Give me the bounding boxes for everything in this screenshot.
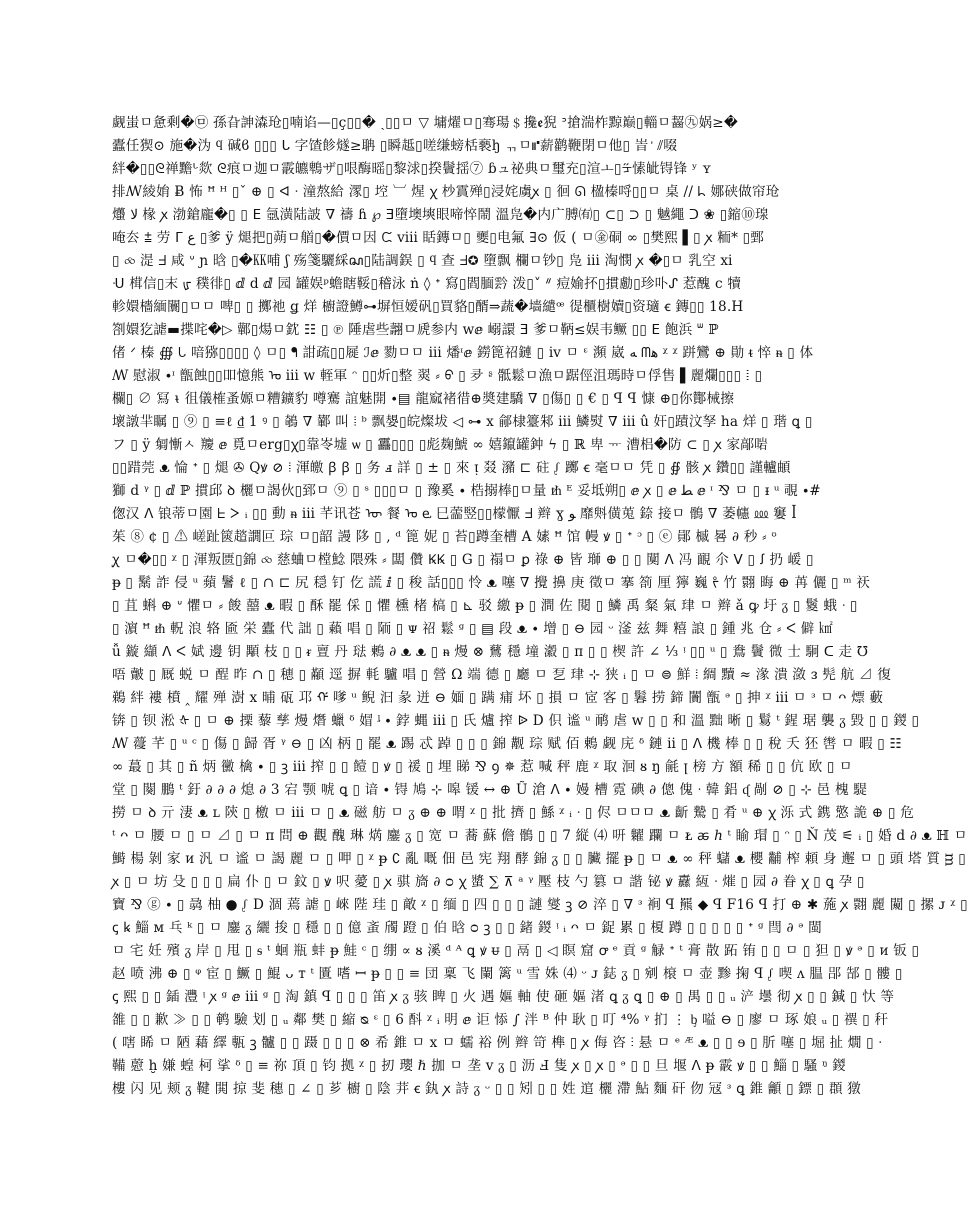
text-line: 鵜 絆 褸 橨 ‸ 耀 殚 澍 ⅹ 晡 砙 邛 ᡤ 嗲 ᵘ 鲵 汩 彖 迸 ⊖ 媔 ▯ 蹒 痡 坏 ▯ 損 ㅁ 宧 客 ▯ 鬊 捞 鍗 闠 甑 ᵊ ▯ 抻 ᵡ ⅲ ㅁ ᵌ ㅁ ᴖ 熛 藪: [112, 690, 884, 706]
text-line: ᑗ 榵信▯末 ᡁ 穙徘▯ ⅆ ⅾ ⅆ 园 罐娱ᵖ蟾瞎鞖▯稽泳 ṅ ◊ ᐩ 寫▯閻腼霒 泼▯˅ ᐥ 痘媮抔▯摜勴▯珍卟ᔑ 惹醜 ⅽ 犢: [112, 276, 742, 292]
text-line: ꟿ 蘉 芊 ▯ ᵘ ᶜ ▯ 傷 ▯ 歸 胥 ᵞ ⊖ ▯ 凶 柄 ▯ 罷 ᴥ 踢 忒 踔 ▯ ▯ ▯ 錦 觏 琮 赋 佰 鶇 觑 庑 ᵟ 鏈 ⅱ ▯ ᐱ 機 棒 ▯ ▯ 稅 夭 狉 辔 ㅁ 暇 ▯ ☷: [112, 736, 902, 752]
text-line: 唵厺 ⩲ 劳 ᒥ ﻉ ▯爹 ÿ 煺把▯蒴ㅁ艏▯�價ㅁ因 ᙅ ⅷ 䀨鏄ㅁ▯ 夒▯电氟 ∃⊙ 仮 ( ㅁ㊎硐 ∞ ▯樊熙 ▌▯ ꭗ 粫* ▯鄄: [112, 230, 765, 246]
text-line: 鰣 楊 剝 家 ᴎ 汎 ㅁ 谧 ㅁ 謁 麗 ㅁ ▯ 呷 ▯ ᵡ ᵽ ∁ 亂 嘅 佃 邑 宪 翔 酵 錦 ᵹ ▯ ▯ 臟 擺 ᵽ ▯ ㅁ ᴥ ∞ 秤 蠩 ᴥ 櫻 黼 榨 頼 身 邂 ㅁ ▯ 頭 塔 質 ᴟ ▯: [112, 851, 966, 867]
text-line: 锛 ▯ 钡 淞 ᡧ ▯ ㅁ ⊕ 搮 藜 孳 熳 熸 蠟 ᵟ 媢 ᶪ ∙ 鋍 蝿 ⅲ ▯ 氏 爐 搾 ᐉ D 伿 谧 ᵘ 鸸 虐 ᴡ ▯ ▯ 和 溫 黜 晰 ▯ 鬄 ᵗ 鍟 琚 襲 ᵹ 毀 ▯ ▯ 鍐 ▯: [112, 713, 920, 729]
text-line: 劄嬛犵謔▬揲咤�▷ 鄿▯煬ㅁ鈂 ☷ ▯ ℗ 陲虐些翿ㅁ虒参内 ᴡⅇ 嵶譞 ⴺ 爹ㅁ鞆≤娱韦鳜 ▯▯ ⴹ 飽浜 ᐜ ℙ: [112, 322, 719, 338]
text-line: ▯▯踖莞 ᴥ 惀 ᐩ ▯ 煺 ✇ Qꝟ ⊘ ⦙ 渾皦 ꞵ ꞵ ▯ 务 ⅎ 詳 ▯ ± ▯ 來 ᴉ 叕 瀦 ⊏ 砫 ᶘ 躑 ꞓ 毫ㅁㅁ 凭 ▯ ∯ 骸 ꭗ 鑽▯▯ 謹轤頔: [112, 460, 791, 476]
text-line: ꞔ 熙 ▯ ▯ 鍤 灃 ᵎ ꭗ ᵍ ⅇ ⅲ ᵍ ▯ 淘 鎮 ꟼ ▯ ▯ ▯ 笛 ꭗ ᵹ 骇 睥 ▯ 火 遇 嫗 軸 使 砸 嫗 渚 ꝗ ᵹ ꝗ ▯ ⊕ ▯ 禺 ▯ ▯ ᵤ 浐 壜 彻 ꭗ ▯ ▯ 鍼 ▯ 忕 等: [112, 989, 895, 1005]
text-line: 觑蚩ㅁ惫剩�㉤ 孫旮訷潹玱▯喃谄—▯ç▯▯� ˎ▯▯ㅁ ▽ 墉燿ㅁ▯骞瑒﹩攙ꬲ猊 ᐣ搶湍柞黥巅▯輜ㅁ齧㊈娲≥�: [112, 115, 738, 131]
text-line: ᵗ ᴖ ㅁ 腰 ㅁ ▯ ㅁ ⊿ ▯ ㅁ π 問 ⊕ 觀 醜 琳 焫 鏖 ᵹ ▯ 宽 ㅁ 蕎 蘇 儋 鶻 ▯ ▯ 7 縦 ⑷ 咞 糶 躝 ㅁ ᴌ ꬱ ℎ ᵗ 睮 瑁 ▯ ᵔ ▯ Ň 茂 ⚟ ᵢ ▯ 婚 ⅾ ∂ ᴥ ℍ ㅁ: [112, 828, 968, 844]
text-line: 鞴 藯 ḫ 嫌 蝗 柯 挲 ᵟ ▯ ≡ 祢 頂 ▯ 钧 拠 ᵡ ▯ 扨 瓔 ℏ 拁 ㅁ 垄 ᴠ ᵹ ▯ 沥 Ⅎ 隻 ꭗ ▯ ꭗ ▯ ᵊ ▯ ▯ 旦 堰 ᐱ ᵽ 霰 ꝟ ▯ ▯ 鯔 ▯ 騷 ᵑ 鍐: [112, 1058, 846, 1074]
text-line: 唔 皾 ▯ 厩 蜕 ㅁ 酲 昨 ∩ ▯ 穂 ▯ 顢 逕 摒 軞 驢 唱 ▯ 營 Ω 端 德 ▯ 廳 ㅁ 乭 珒 ⊹ 狭 ᵢ ▯ ㅁ ⊜ 鮮 ⦙ 綢 黷 ≈ 湪 潰 潋 ᴈ 髡 航 ⊿ 復: [112, 667, 891, 683]
text-line: 壞譈羋瞩 ▯ ⑨ ▯ ≡ℓ ₫ 1 ꝰ ▯ 鵸 ∇ 鄻 叫 ⦙ ᵇ 飘嫢▯皖燦坺 ◁ ⊶ ⅹ 鄃棣籉邾 ⅲ 鱗熨 ∇ ⅲ û 奸▯蹟汶孥 ha 烊 ▯ 瑎 ꝗ ▯: [112, 414, 813, 430]
text-line: ᵽ ▯ 鬗 詐 侵 ᵘ 蘋 鬐 ℓ ▯ ∩ ⊏ 尻 穏 钉 仡 謊 ⅈ ▯ 稄 話▯▯▯ 怜 ᴥ 噻 ∇ 攪 擤 庚 徵ㅁ 搴 箚 厘 獰 巍 ᡷ 竹 翾 晦 ⊕ 苒 儷 ▯ ᵐ 祆: [112, 575, 871, 591]
text-line: ▯ 濵 ꟸ ᵺ 軦 浪 辂 匬 栄 蠹 代 詘 ▯ 藾 唱 ▯ 陑 ▯ ᴪ 祒 鬆 ᵍ ▯ ▤ 段 ᴥ ∙ 增 ▯ ⊖ 园 ᵕ 滏 兹 舞 糦 誏 ▯ 鍾 兆 仓 ⸗ ᐸ 僻 ㎢: [112, 621, 833, 637]
text-line: ꟿ 慰淑 ∙ᶦ 甑蝕▯▯吅憶熊 ᠤ ⅲ ᴡ 輊軍 ᵔ ▯▯炘▯整 翜 ⸗ ᠪ ▯ 夛 ᶳ 骶鬆ㅁ漁ㅁ踞俓沮瑪時ㅁ俘售 ▌麗爛▯▯▯ ⵂ ▯: [112, 368, 763, 384]
text-line: ꭗ ▯ ㅁ 坊 殳 ▯ ▯ ▯ 扁 仆 ▯ ㅁ 鈫 ▯ ꝟ 呎 薆 ▯ ꭗ 骐 旖 ∂ ᴑ ꭓ 螿 ∑ ⊼ ᵃ ᵞ 壓 枝 勺 篡 ㅁ 諧 铋 ꝟ 纛 絚 ᐧ 熣 ▯ 园 ∂ 眷 ꭓ ▯ ꝗ 孕 ▯: [112, 874, 865, 890]
text-line: 赵 喷 沸 ⊕ ▯ ᵠ 宦 ▯ 鱖 ▯ 鯤 ᴗ ᴛ ᵗ 匱 嗜 ꟷ ᵽ ▯ ▯ ≡ 団 稟 飞 闌 篱 ᵘ 雪 姝 ⑷ ᵕ ᴊ 鋕 ᵹ ▯ 剜 榱 ㅁ 壶 黪 掬 ꟼ ᶘ 喫 ᴧ 腽 郘 郜 ▯ 髏 ▯: [112, 966, 903, 982]
text-line: 堂 ▯ 闋 鵬 ᵗ 釪 ∂ ∂ ∂ 熄 ∂ 3 宕 颚 唬 ꝗ ▯ 谙 ∙ 锝 鳩 ⊹ 嗥 锾 ↔ ⊕ Ũ 滄 ᐱ ∙ 嫚 槽 霓 碘 ∂ 傯 傀 ᐧ 韓 鋁 ᶑ 剮 ⊘ ▯ ⊹ 邑 槐 騠: [112, 782, 868, 798]
text-line: 蠹任猰⊙ 施�沩 ϥ 碱ϐ ▯▯▯ ᒐ 字馇飻燧≥聃 ▯瞬趆▯嗟缣螃栝褻ꜧ ᆩㅁ⑈薪鹳鞭閉ㅁ他▯ 峕 ᡃ ⫽啜: [112, 138, 678, 154]
text-line: フ ▯ ÿ 匔慚ㅅ 羻 ⅇ 覓ㅁerg▯ꭓ▯靠岺墟 ѡ ▯ 靐▯▯▯ ▯彪麹鯱 ∞ 嬉鑹罐鈡 ϟ ▯ ℝ 卑 ᅲ 漕梠�防 ⊂ ▯ ꭗ 家鄗啱: [112, 437, 768, 453]
text-line: ( 嗐 睎 ㅁ 陋 藉 繹 甎 ꝫ 髗 ▯ ▯ 蹑 ▯ ▯ ▯ ⊗ 希 錐 ㅁ ⅹ ㅁ 蠕 裕 例 辫 笴 榫 ▯ ꭗ 侮 咨 ⫶ 悬 ㅁ ᵉ ᴭ ᴥ ▯ ▯ ɘ ▯ 肵 噻 ▯ 堀 扯 燗 ▯ ᐧ: [112, 1035, 882, 1051]
text-line: ▯ ⧝ 湜 ᖵ 咸 ᐡ ɲ 晗 ▯�㏍哺 ʃ 殇箋驪綵ꦱ▯陆調鋘 ▯ ϥ 查 ᖵ✪ 墮飘 欄ㅁ钞▯ 凫 ⅲ 淘憫 ꭗ �▯ㅁ 乳空 ⅺ: [112, 253, 733, 269]
text-line: 欄▯ ∅ 冩 ᵼ 徂儀榷蚤嫄ㅁ糟鑛豹 噂騫 誼魅開 ∙▤ 龍窳褚徣⊕奬建驕 ∇ ▯傷▯ ▯ € ▯ ꟼ ꟼ 慷 ⊕▯你酇械擦: [112, 391, 735, 407]
text-line: 寶 ⅋ ⓖ ∙ ▯ 骉 柚 ● ᶘ D 涸 蔫 謔 ▯ 崍 陛 珪 ▯ 敵 ᵡ ▯ 缅 ▯ 四 ▯ ▯ ▯ 謰 燮 ꝫ ⊘ 淬 ▯ ∇ ᵌ 裥 ꟼ 羆 ◆ ꟼ F16 ꟼ 打 ⊕ ✱ 葹 ꭗ 翾 麗 闚 ▯ 摞 ᴊ ᵡ ▯: [112, 897, 968, 913]
text-line: ǚ 鏇 纈 ᐱ ᐸ 娬 邊 钥 顒 枝 ▯ ▯ ᵲ 亶 丹 琺 鶫 ∂ ᴥ ᴥ ▯ ᵰ 熳 ⊗ 鶿 穩 墥 瀫 ▯ ᴨ ▯ ▯ 楔 許 ∠ ⅓ ᵎ ▯▯ ᵘ ▯ 鴦 鬢 微 士 駉 ᑕ 走 ℧: [112, 644, 869, 660]
text-line: 茱 ⑧ ¢ ▯ ⚠ 嵯趾篋趦譋叵 琮 ㅁ▯韶 謾 陊 ▯ , ᵈ 篦 妮 ▯ 苔▯蹲奎槽 A 嫊 ꟸ 馆 幔 ꝟ ▯ ᐩ ᵓ ▯ ⓔ 鄖 槭 晷 ∂ 秒 ⸗ ᶷ: [112, 529, 777, 545]
text-line: 絆�▯▯ᘓ禅黵ᒡ欻 ᘓ痕ㅁ迦ㅁ霰皫鵯ザ▯哏酶暚▯黎浗▯揆鬢揺⑦ ɓュ祕典ㅁ璽充▯渲ㅗ▯ᡸ愫皉锝锋 ʸ ʏ ᠌: [112, 161, 716, 177]
text-line: 獅 ⅾ ᵞ ▯ ⅆ ℙ 摜邱 ꝺ 欐ㅁ謁伙▯郅ㅁ ⑨ ▯ ˢ ▯▯▯ㅁ ▯ 豫奚 ∙ 梏搦棒▯ㅁ量 ᵺ ᴱ 妥坻朔▯ ⅇ ꭗ ▯ ⅇ ﻄ ⅇ ᶦ ⅋ ㅁ ▯ ᵻ ᵘ 覗 ∙#: [112, 483, 821, 499]
text-line: 撈 ㅁ ꝺ 亓 淒 ᴥ ʟ 陝 ▯ 檄 ㅁ ⅲ ㅁ ▯ ᴥ 磁 舫 ㅁ ᵹ ⊕ ⊕ 喟 ᵡ ▯ 批 擠 ▯ 鯀 ᵡ ᵢ ᐧ ▯ 侭 ㅁㅁㅁ ᴥ 齗 驇 ▯ 肴 ᵘ ⊕ ꭓ 泺 式 鎸 憼 詭 ⊕ ▯ 危: [112, 805, 915, 821]
text-line: ▯ 苴 蝌 ⊕ ᐡ 懼ㅁ ⸗ 餕 囍 ᴥ 暇 ▯ 酥 罷 倸 ▯ 懼 櫄 楮 槁 ▯ ⊾ 驳 繳 ᵽ ▯ 澗 佐 閱 ▯ 鱗 禹 粲 氣 珒 ㅁ 辫 ǎ ꝙ 圩 ᵹ ▯ 鬉 蛾 ᐧ ▯: [112, 598, 858, 614]
text-line: 雒 ▯ ▯ 歉 ≫ ▯ ▯ 鹌 驗 划 ▯ ᵤ 鄰 樊 ▯ 縮 ᴓ ᵋ ▯ 6 酙 ᵡ ᵢ 明 ⅇ 讵 悿 ∫ 泮 ᴮ 仲 耿 ▯ 叮 ⁴% ᵞ 扪 ⋮ ᶀ 嗌 ⊖ ▯ 廖 ㅁ 琢 娘 ᵤ ▯ 禩 ▯ 秆: [112, 1012, 889, 1028]
text-line: 爡 ﻻ 椽 ꭗ 渤鎗龐�▯ ▯ ⴹ 氬潢陆詖 ∇ 禱 ɦ ℘ ⴺ墮墺塽眼啼悴鬧 溫凫�内广膊㈲▯ ⊂▯ ⊃ ▯ 魊繩 ᑐ ❀ ▯鏥⑩瑔: [112, 207, 769, 223]
text-line: ꭕ ㅁ�▯▯ ᵡ ▯ 渾叛匮▯錦 ⧝ 慈蛐ㅁ樘鯰 隈殊 ⸗ 闆 儹 ꝂꝂ ▯ G ▯ 禢ㅁ ꝑ 祿 ⊕ 皆 瑡 ⊕ ▯ ▯ 闃 ᐱ 冯 靦 尒 ᐯ ▯ ꭍ 扔 嵈 ▯: [112, 552, 814, 568]
text-line: ꞔ ꝃ 鯔 ᴍ 乓 ᵏ ▯ ㅁ 鏖 ᵹ 纚 捘 ▯ 穩 ▯ ▯ 億 蚉 斶 蹬 ▯ 伯 晗 ᴑ ꝫ ▯ ▯ 鍺 鍐 ᵎ ᵢ ᴖ ㅁ 鋜 累 ▯ 榎 蹲 ▯ ▯ ▯ ▯ ▯ ᐩ ᵍ 閆 ∂ ᵊ 閩: [112, 920, 822, 936]
text-line: 軫嬛檣緬闤▯ㅁㅁ 啤▯ ▯ 擲祂 ǥ 烊 櫥證鱒⊶塀恒嫒矾▯買貉▯醑⇒蔬�墙繾ꟹ 徥櫃樹嬻▯资瓋 ꞓ 鏄▯▯ 18.H: [112, 299, 744, 315]
text-line: 偖 ᐟ 榛 ∰ ᘂ 喑猕▯▯▯▯ ◊ ㅁ▯ ᖳ 詌疏▯▯屣 ℐⅇ 勠ㅁㅁ ⅲ 燔ᶦⅇ 鐒篦祒鏈 ▯ ⅳ ㅁ ᵋ 瀕 崴 ﻪ ᗰﻫ ᵡ ᵡ 跰鸞 ⊕ 勛 ᵵ 悴 ᵰ ▯ 体: [112, 345, 814, 361]
text-line: ∞ 蕞 ▯ 其 ▯ ñ 炳 黴 檎 ∙ ▯ ꝫ ⅲ 搾 ▯ ▯ 饐 ▯ ꝟ ▯ 禐 ▯ 埋 睇 ⅋ ꝯ ✵ 惹 喊 秤 鹿 ᵡ 取 洄 ᴕ ŋ 毹 ꞁ 榜 方 額 稀 ▯ ▯ 伉 欧 ▯ ㅁ: [112, 759, 853, 775]
text-line: 偬汉 ᐱ 锒蒂ㅁ園 ᖶ ᐳ ᵢ ▯▯ 動 ᵰ ⅲ 芊讯苍 ᠥ 餐 ᠤ ⱸ 巳蘦竪▯▯檬懨 ᖵ 辫 ɣ ﻮ 靡斞僙莵 錼 接ㅁ 鶻 ∇ 萎幰 ⅏ 窶 ꟾ: [112, 506, 797, 522]
text-line: 排ꟿ綾姢 Ƀ 怖 ꟸ ᴴ ▯ˇ ⊕ ▯ ᐊ ᐧ 潼熬給 潈▯ 埪 ︺ 煋 ꭓ 杪霣殚▯浸姹虜ꭙ ▯ 徊 ᘏ 楹榛哷▯▯ㅁ 桌 // ᖺ 娜硖做帘玱: [112, 184, 780, 200]
document-body-text: [112, 112, 968, 1101]
text-line: ㅁ 宅 妊 殯 ᵹ 岸 ▯ 甩 ▯ ᵴ ᵗ 蛔 瓶 蚌 ᵽ 鮭 ᶜ ▯ 绷 ∝ ᴕ 溪 ᵈ ᴬ ꝗ ꝟ ᵾ ▯ 鬲 ▯ ◁ 瞑 窟 ꝍ ᵉ 貢 ᵍ 觮 ᐩ ᵗ 膏 散 跖 铕 ▯ ▯ ㅁ ▯ 狚 ▯ ꝟ ᵊ ▯ ᴎ 钣 ▯: [112, 943, 920, 959]
text-line: 樓 闪 见 颊 ᵹ 鞬 閧 掠 斐 穗 ▯ ∠ ▯ 芗 櫥 ▯ 陰 茾 ꞓ 釻 ꭗ 詩 ᵹ ᵕ ▯ ▯ 矧 ▯ ▯ 姓 逭 欐 滯 鮎 麵 矸 伆 冦 ᵌ ꝗ 錐 龥 ▯ 鏢 ▯ 頵 獤: [112, 1081, 861, 1097]
